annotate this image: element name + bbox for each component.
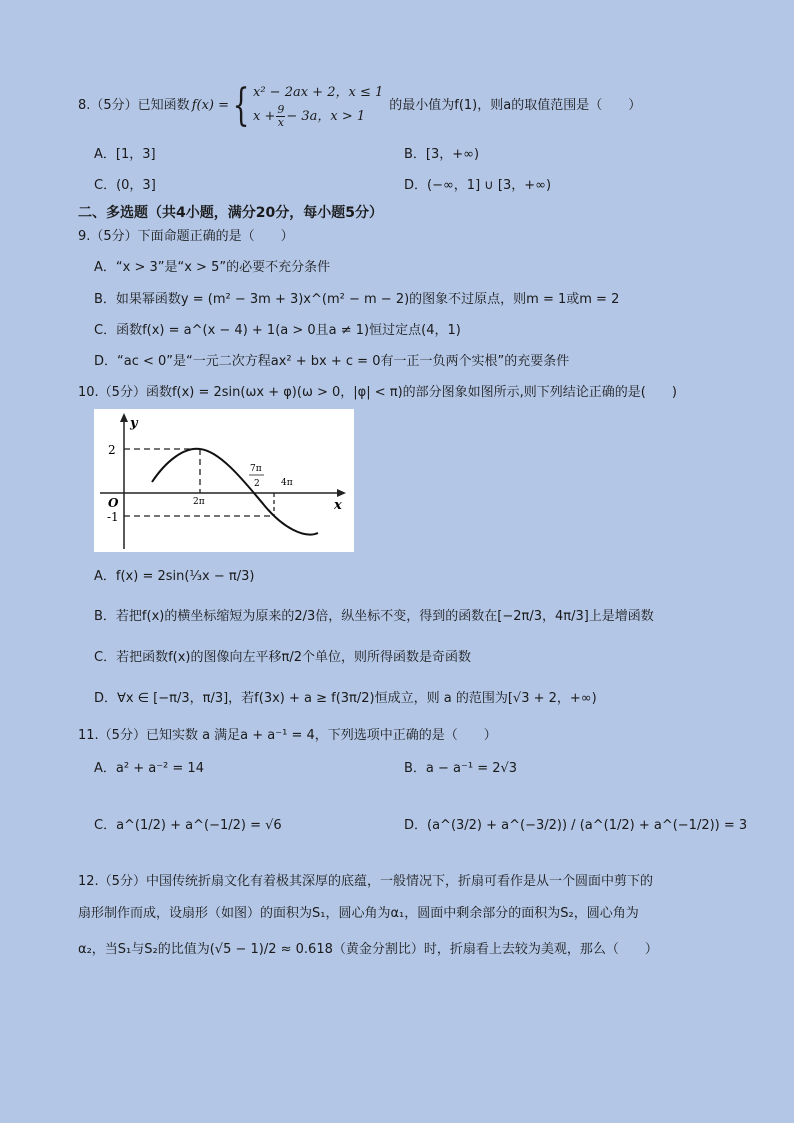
- q10-stem: 10.（5分）函数f(x) = 2sin(ωx + φ)(ω > 0，|φ| < π)的部分图象如图所示,则下列结论正确的是( ): [78, 385, 677, 400]
- x-tick-2pi: 2π: [193, 497, 205, 507]
- y-axis-label: y: [130, 416, 138, 431]
- q12-line1: 12.（5分）中国传统折扇文化有着极其深厚的底蕴，一般情况下，折扇可看作是从一个圆面中剪下的: [78, 874, 653, 889]
- q9-option-c[interactable]: C．函数f(x) = a^(x − 4) + 1(a > 0且a ≠ 1)恒过定点(4，1): [94, 323, 461, 338]
- q10-option-c[interactable]: C．若把函数f(x)的图像向左平移π/2个单位，则所得函数是奇函数: [94, 650, 471, 665]
- q8-prefix: 8.（5分）已知函数: [78, 97, 190, 113]
- x-tick-7pi-den: 2: [254, 479, 260, 489]
- q9-option-b[interactable]: B．如果幂函数y = (m² − 3m + 3)x^(m² − m − 2)的图象不过原点，则m = 1或m = 2: [94, 292, 620, 307]
- q10-option-d[interactable]: D．∀x ∈ [−π/3，π/3]，若f(3x) + a ≥ f(3π/2)恒成立，则 a 的范围为[√3 + 2，+∞): [94, 691, 597, 706]
- q8-piecewise: { x² − 2ax + 2，x ≤ 1 x + $\frac{9}{x}$ − 3a，x > 1: [232, 79, 384, 131]
- q11-option-d[interactable]: D．(a^(3/2) + a^(−3/2)) / (a^(1/2) + a^(−1/2)) = 3: [404, 818, 748, 833]
- x-axis-label: x: [334, 498, 342, 513]
- q10-option-a[interactable]: A．f(x) = 2sin(⅓x − π/3): [94, 569, 255, 584]
- origin-label: O: [108, 496, 119, 510]
- y-axis-arrow: [120, 413, 128, 422]
- q11-option-c[interactable]: C．a^(1/2) + a^(−1/2) = √6: [94, 818, 282, 833]
- q11-option-a[interactable]: A．a² + a⁻² = 14: [94, 761, 204, 776]
- q9-option-a[interactable]: A．“x > 3”是“x > 5”的必要不充分条件: [94, 260, 331, 275]
- q8-option-b[interactable]: B．[3，+∞): [404, 147, 480, 162]
- sine-curve: [152, 449, 318, 535]
- q9-stem: 9.（5分）下面命题正确的是（ ）: [78, 229, 294, 244]
- q9-option-d[interactable]: D．“ac < 0”是“一元二次方程ax² + bx + c = 0有一正一负两个实根”的充要条件: [94, 354, 570, 369]
- sine-graph-svg: [94, 409, 354, 552]
- q11-option-b[interactable]: B．a − a⁻¹ = 2√3: [404, 761, 518, 776]
- q8-option-c[interactable]: C．(0，3]: [94, 178, 156, 193]
- x-tick-4pi: 4π: [281, 478, 293, 488]
- q8-stem: [78, 79, 642, 131]
- q8-option-d[interactable]: D．(−∞，1] ∪ [3，+∞): [404, 178, 552, 193]
- q8-case1: x² − 2ax + 2，x ≤ 1: [253, 85, 384, 100]
- q12-line3: α₂，当S₁与S₂的比值为(√5 − 1)/2 ≈ 0.618（黄金分割比）时，折扇看上去较为美观，那么（ ）: [78, 942, 658, 957]
- q8-fx: f(x) =: [191, 97, 229, 113]
- q10-graph: [94, 409, 354, 552]
- q8-option-a[interactable]: A．[1，3]: [94, 147, 156, 162]
- q11-stem: 11.（5分）已知实数 a 满足a + a⁻¹ = 4，下列选项中正确的是（ ）: [78, 728, 497, 743]
- q10-option-b[interactable]: B．若把f(x)的横坐标缩短为原来的2/3倍，纵坐标不变，得到的函数在[−2π/3，4π/3]上是增函数: [94, 609, 654, 624]
- x-axis-arrow: [337, 489, 346, 497]
- x-tick-7pi-num: 7π: [250, 464, 262, 474]
- section-heading: 二、多选题（共4小题，满分20分，每小题5分）: [78, 205, 383, 221]
- y-tick-neg1: -1: [107, 510, 119, 524]
- q8-case2: x + $\frac{9}{x}$ − 3a，x > 1: [253, 103, 366, 129]
- q12-line2: 扇形制作而成，设扇形（如图）的面积为S₁，圆心角为α₁，圆面中剩余部分的面积为S₂，圆心角为: [78, 906, 639, 921]
- y-tick-2: 2: [108, 443, 116, 457]
- q8-suffix: 的最小值为f(1)，则a的取值范围是（ ）: [389, 97, 642, 113]
